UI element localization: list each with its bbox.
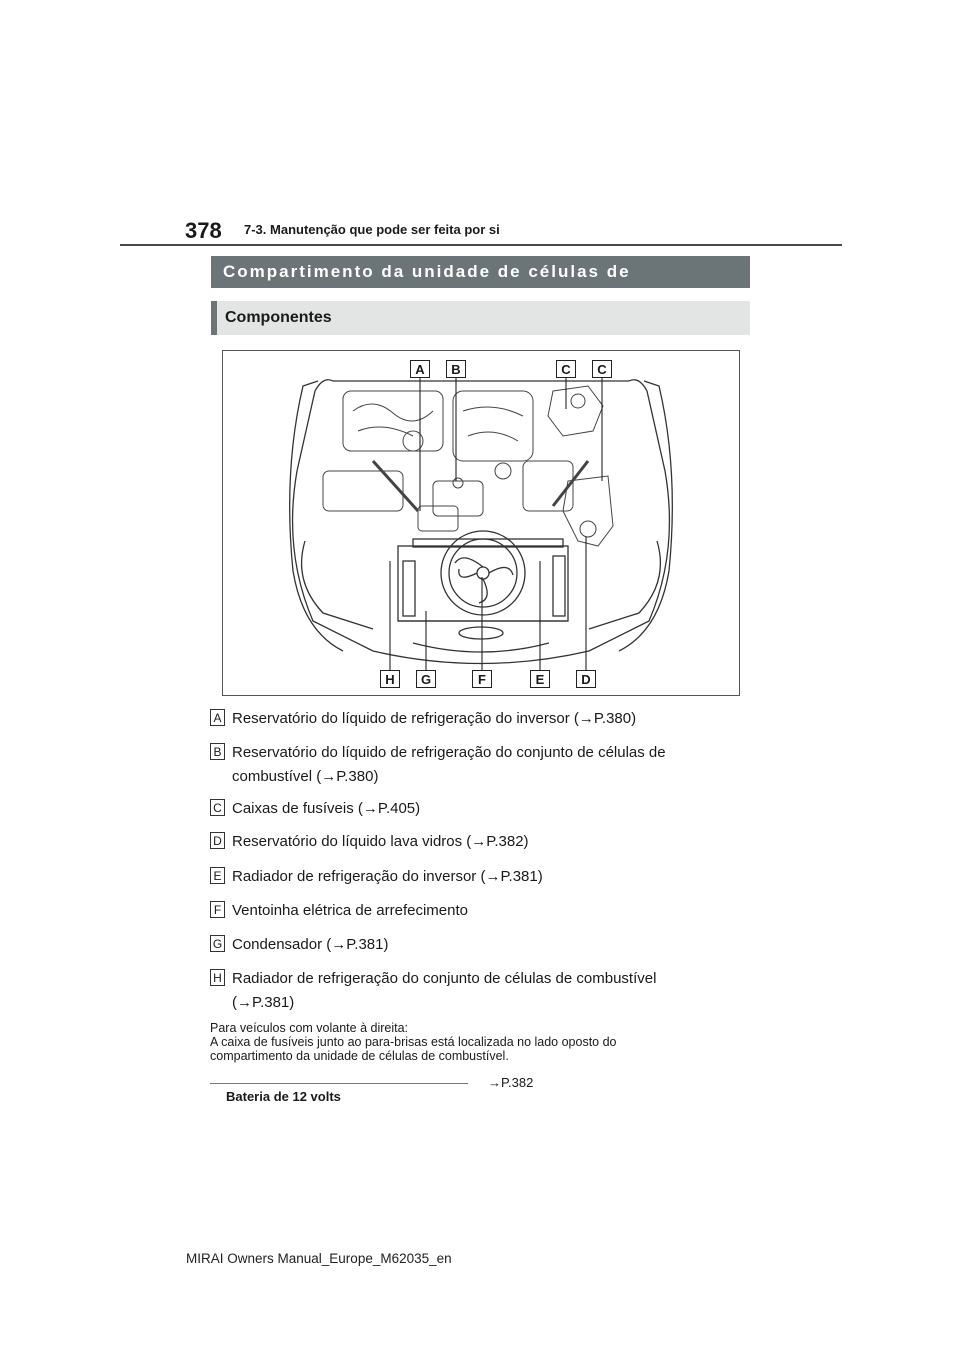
- item-text: Reservatório do líquido lava vidros (→P.382): [232, 833, 529, 850]
- item-text: combustível (→P.380): [232, 768, 379, 785]
- note-line: A caixa de fusíveis junto ao para-brisas está localizada no lado oposto do: [210, 1035, 617, 1049]
- item-tag: F: [210, 901, 225, 918]
- item-tag: A: [210, 709, 225, 726]
- label-f: F: [472, 670, 492, 688]
- footer-manual-id: MIRAI Owners Manual_Europe_M62035_en: [186, 1251, 452, 1266]
- engine-compartment-illustration: [223, 351, 739, 695]
- label-b: B: [446, 360, 466, 378]
- subsection-title: Componentes: [211, 301, 750, 335]
- item-tag: E: [210, 867, 225, 884]
- battery-divider: [210, 1083, 468, 1084]
- item-tag: D: [210, 832, 225, 849]
- item-text: Radiador de refrigeração do inversor (→P.381): [232, 868, 543, 885]
- item-text: Reservatório do líquido de refrigeração do inversor (→P.380): [232, 710, 637, 727]
- battery-page-ref[interactable]: →P.382: [488, 1075, 534, 1090]
- engine-compartment-diagram: [222, 350, 740, 696]
- section-title: Compartimento da unidade de células de: [211, 256, 750, 288]
- label-d: D: [576, 670, 596, 688]
- item-text: Ventoinha elétrica de arrefecimento: [232, 902, 468, 919]
- item-text: Radiador de refrigeração do conjunto de células de combustível: [232, 970, 657, 987]
- label-c-right: C: [592, 360, 612, 378]
- label-a: A: [410, 360, 430, 378]
- item-text: Condensador (→P.381): [232, 936, 389, 953]
- chapter-title: 7-3. Manutenção que pode ser feita por si: [244, 222, 500, 237]
- header-divider: [120, 244, 842, 246]
- label-e: E: [530, 670, 550, 688]
- note-line: Para veículos com volante à direita:: [210, 1021, 409, 1035]
- item-tag: H: [210, 969, 225, 986]
- item-text: Caixas de fusíveis (→P.405): [232, 800, 421, 817]
- note-line: compartimento da unidade de células de combustível.: [210, 1049, 509, 1063]
- page-number: 378: [185, 218, 222, 243]
- rhd-note: [210, 1021, 750, 1063]
- label-g: G: [416, 670, 436, 688]
- item-tag: B: [210, 743, 225, 760]
- battery-label: Bateria de 12 volts: [226, 1089, 341, 1104]
- item-tag: C: [210, 799, 225, 816]
- item-text: (→P.381): [232, 994, 295, 1011]
- label-h: H: [380, 670, 400, 688]
- item-text: Reservatório do líquido de refrigeração do conjunto de células de: [232, 744, 666, 761]
- item-tag: G: [210, 935, 225, 952]
- label-c-left: C: [556, 360, 576, 378]
